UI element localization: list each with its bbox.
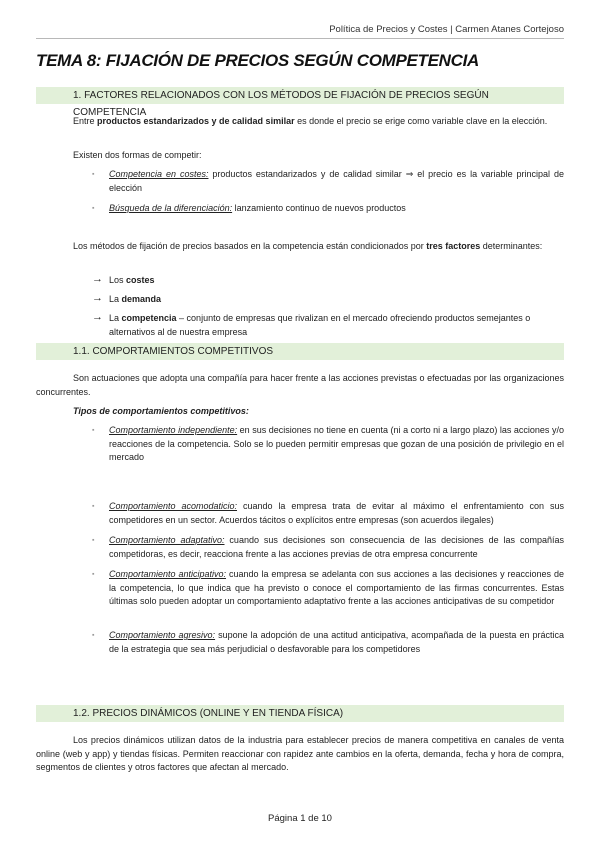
list-item bbox=[92, 568, 565, 609]
list-item bbox=[92, 202, 564, 216]
bullet-label: Comportamiento adaptativo: bbox=[109, 535, 225, 545]
subheading-behaviour-types: Tipos de comportamientos competitivos: bbox=[73, 406, 249, 416]
bold-fragment: demanda bbox=[121, 294, 162, 304]
text-fragment: La bbox=[109, 294, 122, 304]
arrow-right-icon: → bbox=[92, 273, 103, 285]
paragraph-competitive-behaviour: Son actuaciones que adopta una compañía para hacer frente a las acciones previstas o efectuadas por las organizaciones concurrentes. bbox=[36, 373, 564, 397]
text-fragment: es donde el precio se erige como variable clave en la elección. bbox=[294, 116, 548, 126]
text-fragment: determinantes: bbox=[480, 241, 543, 251]
bullet-icon: ▪ bbox=[92, 571, 95, 578]
bold-fragment: productos estandarizados y de calidad similar bbox=[97, 116, 295, 126]
bullet-icon: ▪ bbox=[92, 632, 95, 639]
bullet-text: cuando la empresa trata de evitar al máximo el enfrentamiento con sus competidores en un sector. Acuerdos tácitos o explícitos entre empresas (son acuerdos ilegales) bbox=[109, 501, 565, 525]
paragraph-compete-forms: Existen dos formas de competir: bbox=[73, 150, 202, 160]
bullet-icon: ▪ bbox=[92, 205, 95, 212]
factor-item-demanda bbox=[92, 293, 564, 307]
paragraph-three-factors bbox=[36, 240, 564, 254]
text-fragment: – conjunto de empresas que rivalizan en el mercado ofreciendo productos semejantes o alternativos al de nuestra empresa bbox=[109, 313, 531, 337]
header-divider bbox=[36, 38, 564, 39]
arrow-right-icon: → bbox=[92, 311, 103, 323]
arrow-right-icon: → bbox=[92, 292, 103, 304]
bullet-label: Comportamiento independiente: bbox=[109, 425, 238, 435]
bullet-icon: ▪ bbox=[92, 503, 95, 510]
page-title: TEMA 8: FIJACIÓN DE PRECIOS SEGÚN COMPETENCIA bbox=[36, 51, 480, 70]
bullet-label: Búsqueda de la diferenciación: bbox=[109, 203, 233, 213]
bullet-label: Comportamiento anticipativo: bbox=[109, 569, 227, 579]
text-fragment: La bbox=[109, 313, 122, 323]
list-item bbox=[92, 168, 564, 195]
bullet-label: Comportamiento agresivo: bbox=[109, 630, 216, 640]
bullet-text: productos estandarizados y de calidad similar ⇒ el precio es la variable principal de elección bbox=[109, 169, 564, 193]
running-header: Política de Precios y Costes | Carmen Atanes Cortejoso bbox=[329, 24, 564, 35]
bold-fragment: costes bbox=[126, 275, 155, 285]
bullet-text: lanzamiento continuo de nuevos productos bbox=[232, 203, 406, 213]
list-item bbox=[92, 500, 565, 527]
paragraph-dynamic-pricing: Los precios dinámicos utilizan datos de la industria para establecer precios de manera competitiva en canales de venta online (web y app) y tiendas físicas. Permiten reaccionar con rapidez ante cambios en la oferta, demanda, fecha y hora de compra, segmentos de clientes y otros factores que afectan al mercado. bbox=[36, 735, 564, 772]
list-item bbox=[92, 629, 564, 656]
bullet-label: Competencia en costes: bbox=[109, 169, 209, 179]
bullet-icon: ▪ bbox=[92, 537, 95, 544]
list-item bbox=[92, 424, 564, 465]
bullet-icon: ▪ bbox=[92, 171, 95, 178]
bullet-text: en sus decisiones no tiene en cuenta (ni a corto ni a largo plazo) las acciones y/o reacciones de la competencia. Solo se lo pueden permitir empresas que gozan de una posición de privilegio en el mercado bbox=[109, 425, 564, 462]
bold-fragment: tres factores bbox=[426, 241, 481, 251]
text-fragment: Entre bbox=[73, 116, 98, 126]
section-heading-1: 1. FACTORES RELACIONADOS CON LOS MÉTODOS DE FIJACIÓN DE PRECIOS SEGÚN COMPETENCIA bbox=[36, 87, 564, 104]
page-number: Página 1 de 10 bbox=[268, 813, 332, 824]
text-fragment: Los bbox=[109, 275, 127, 285]
factor-item-costes bbox=[92, 274, 564, 288]
bullet-label: Comportamiento acomodaticio: bbox=[109, 501, 238, 511]
bullet-icon: ▪ bbox=[92, 427, 95, 434]
bullet-text: cuando sus decisiones son consecuencia de las decisiones de las compañías competidoras, es decir, reacciona frente a las acciones previas de otra empresa concurrente bbox=[109, 535, 564, 559]
bullet-text: supone la adopción de una actitud anticipativa, acompañada de la puesta en práctica de la estrategia que sea más perjudicial o desfavorable para los competidores bbox=[109, 630, 564, 654]
section-heading-1-2: 1.2. PRECIOS DINÁMICOS (ONLINE Y EN TIENDA FÍSICA) bbox=[36, 705, 564, 722]
bullet-text: cuando la empresa se adelanta con sus acciones a las decisiones y reacciones de la competencia, lo que indica que ha previsto o conoce el comportamiento de las firmas concurrentes. Estas últimas solo pueden adoptar un comportamiento adaptativo frente a las acciones anticipativas de su competidor bbox=[109, 569, 565, 606]
list-item bbox=[92, 534, 564, 561]
bold-fragment: competencia bbox=[121, 313, 177, 323]
section-heading-1-1: 1.1. COMPORTAMIENTOS COMPETITIVOS bbox=[36, 343, 564, 360]
paragraph-standardized-products bbox=[36, 115, 564, 129]
factor-item-competencia bbox=[92, 312, 564, 339]
text-fragment: Los métodos de fijación de precios basados en la competencia están condicionados por bbox=[73, 241, 427, 251]
